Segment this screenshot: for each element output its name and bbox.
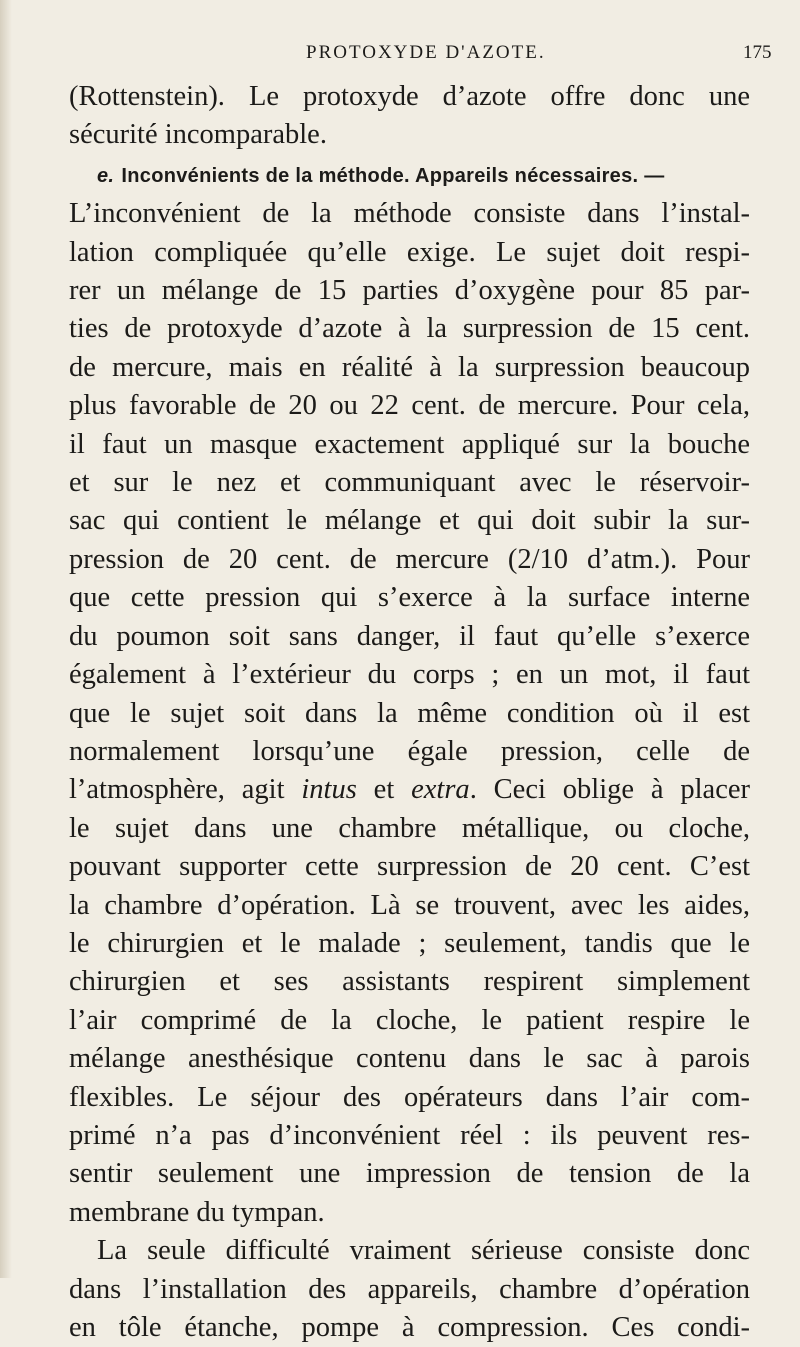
text-line: L’inconvénient de la méthode consiste dans l’instal- — [69, 198, 750, 230]
text-line: l’air comprimé de la cloche, le patient respire le — [69, 1004, 750, 1036]
text-run: l’atmosphère, agit — [69, 774, 302, 806]
text-run: . Ceci oblige à placer — [469, 774, 750, 806]
text-line: sécurité incomparable. — [69, 119, 327, 151]
italic-intus: intus — [301, 774, 357, 806]
text-line: et sur le nez et communiquant avec le réservoir- — [69, 467, 750, 499]
text-line: rer un mélange de 15 parties d’oxygène pour 85 par- — [69, 275, 750, 307]
running-title: PROTOXYDE D'AZOTE. — [306, 42, 546, 63]
text-line: sac qui contient le mélange et qui doit subir la sur- — [69, 505, 750, 537]
text-line: sentir seulement une impression de tension de la — [69, 1158, 750, 1190]
text-line: membrane du tympan. — [69, 1196, 325, 1228]
text-run: et — [356, 774, 412, 806]
text-line: que cette pression qui s’exerce à la surface interne — [69, 582, 750, 614]
text-line: du poumon soit sans danger, il faut qu’elle s’exerce — [69, 620, 750, 652]
text-line: ties de protoxyde d’azote à la surpression de 15 cent. — [69, 313, 750, 345]
text-line: plus favorable de 20 ou 22 cent. de mercure. Pour cela, — [69, 390, 750, 422]
text-line: mélange anesthésique contenu dans le sac à parois — [69, 1043, 750, 1075]
text-line: que le sujet soit dans la même condition où il est — [69, 697, 750, 729]
paragraph-difficulty — [69, 1232, 750, 1347]
text-line: La seule difficulté vraiment sérieuse consiste donc — [97, 1235, 750, 1267]
text-line: flexibles. Le séjour des opérateurs dans l’air com- — [69, 1081, 750, 1113]
text-line: le sujet dans une chambre métallique, ou cloche, — [69, 812, 750, 844]
text-line: dans l’installation des appareils, chambre d’opération — [69, 1273, 750, 1305]
text-line: de mercure, mais en réalité à la surpression beaucoup — [69, 351, 750, 383]
section-marker: e. — [97, 164, 115, 187]
paragraph-intro — [69, 78, 750, 155]
body-text — [69, 78, 750, 1347]
section-heading — [69, 155, 750, 195]
text-line: le chirurgien et le malade ; seulement, tandis que le — [69, 927, 750, 959]
text-line: il faut un masque exactement appliqué sur la bouche — [69, 428, 750, 460]
text-line: primé n’a pas d’inconvénient réel : ils peuvent res- — [69, 1119, 750, 1151]
text-line: normalement lorsqu’une égale pression, celle de — [69, 735, 750, 767]
text-line: également à l’extérieur du corps ; en un mot, il faut — [69, 659, 750, 691]
text-line: en tôle étanche, pompe à compression. Ces condi- — [69, 1312, 750, 1343]
italic-extra: extra — [411, 774, 470, 806]
section-title: Inconvénients de la méthode. Appareils nécessaires. — — [121, 164, 665, 187]
text-line: pouvant supporter cette surpression de 20 cent. C’est — [69, 851, 750, 883]
text-line: (Rottenstein). Le protoxyde d’azote offre donc une — [69, 81, 750, 112]
text-line: chirurgien et ses assistants respirent simplement — [69, 966, 750, 998]
page-number: 175 — [743, 42, 772, 63]
page-edge-shadow — [0, 0, 12, 1278]
text-line-italic-mix — [69, 771, 750, 809]
text-line: lation compliquée qu’elle exige. Le sujet doit respi- — [69, 236, 750, 268]
page-header — [0, 42, 800, 72]
text-line: pression de 20 cent. de mercure (2/10 d’atm.). Pour — [69, 543, 750, 575]
section-e — [69, 155, 750, 1232]
text-line: la chambre d’opération. Là se trouvent, avec les aides, — [69, 889, 750, 921]
